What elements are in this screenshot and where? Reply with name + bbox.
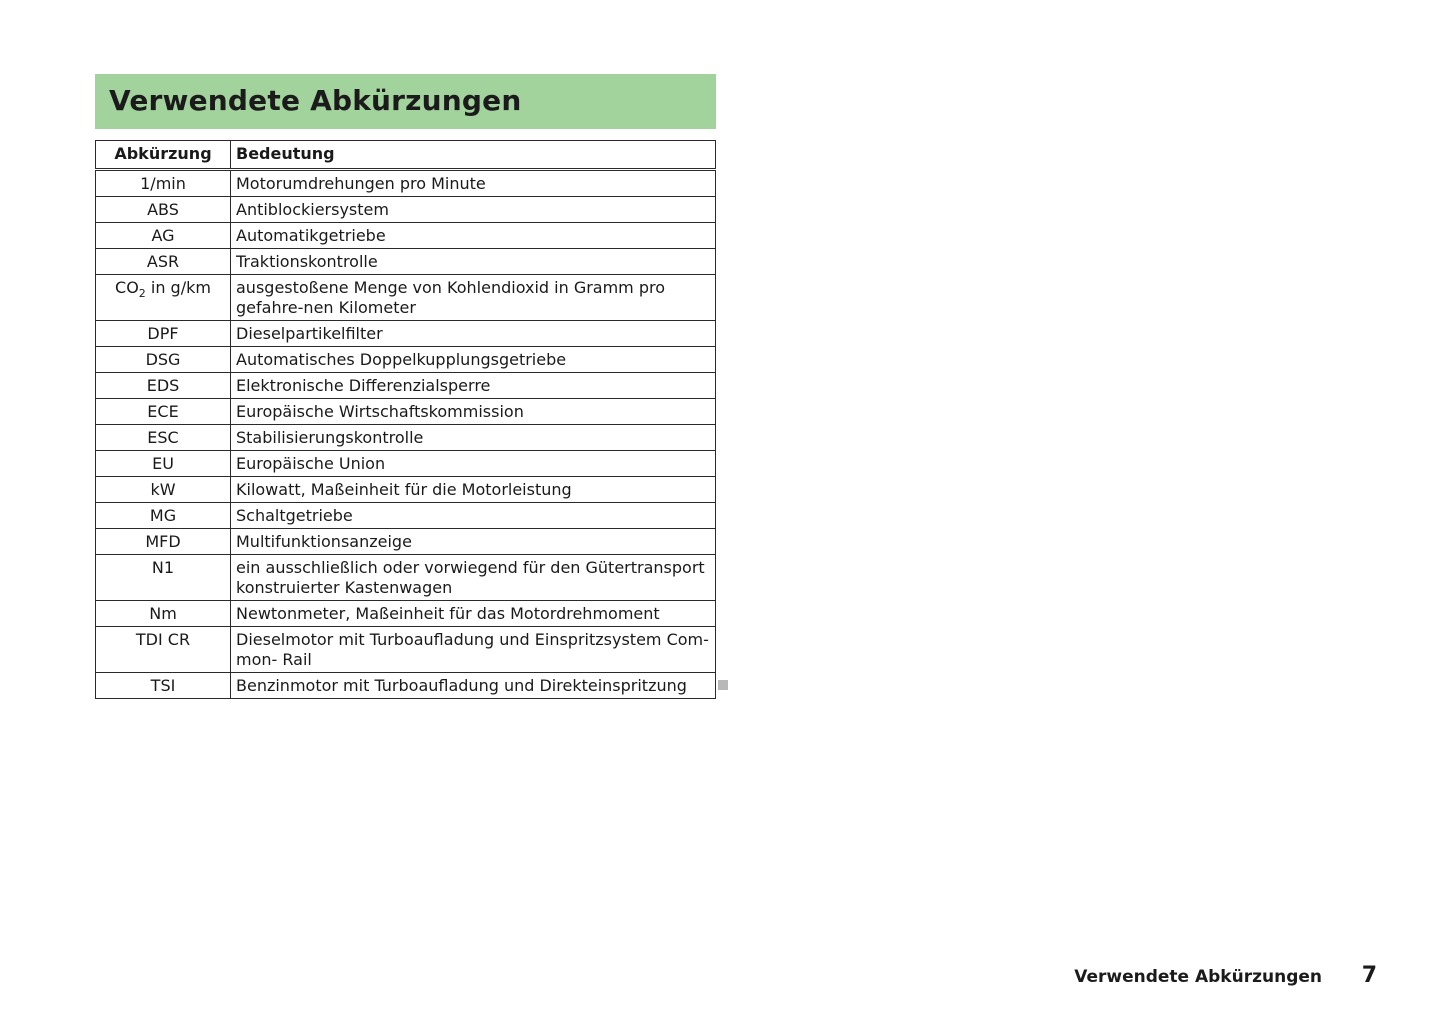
table-row <box>96 477 716 503</box>
abbreviation-cell: MG <box>96 503 231 529</box>
meaning-cell: Europäische Wirtschaftskommission <box>231 399 716 425</box>
table-row <box>96 275 716 321</box>
table-row <box>96 425 716 451</box>
table-row <box>96 347 716 373</box>
meaning-cell: Dieselmotor mit Turboaufladung und Einspritzsystem Com-mon- Rail <box>231 627 716 673</box>
table-row <box>96 321 716 347</box>
page-number: 7 <box>1361 963 1377 988</box>
meaning-cell: Automatisches Doppelkupplungsgetriebe <box>231 347 716 373</box>
meaning-cell: Multifunktionsanzeige <box>231 529 716 555</box>
table-row <box>96 673 716 699</box>
abbreviation-cell: ASR <box>96 249 231 275</box>
table-row <box>96 249 716 275</box>
table-row <box>96 170 716 197</box>
abbr-co-text: CO <box>115 278 139 297</box>
meaning-cell: Dieselpartikelfilter <box>231 321 716 347</box>
abbreviation-cell: 1/min <box>96 170 231 197</box>
meaning-cell: Automatikgetriebe <box>231 223 716 249</box>
abbreviation-cell: EDS <box>96 373 231 399</box>
abbreviation-cell: TSI <box>96 673 231 699</box>
page-footer <box>1074 963 1380 991</box>
abbreviation-cell: DSG <box>96 347 231 373</box>
table-header-row <box>96 141 716 170</box>
table-row <box>96 627 716 673</box>
abbreviation-cell: ECE <box>96 399 231 425</box>
header-meaning: Bedeutung <box>231 141 716 170</box>
table-row <box>96 451 716 477</box>
meaning-cell: ausgestoßene Menge von Kohlendioxid in Gramm pro gefahre-nen Kilometer <box>231 275 716 321</box>
header-abbreviation: Abkürzung <box>96 141 231 170</box>
table-row <box>96 529 716 555</box>
abbr-co-subscript: 2 <box>138 287 146 301</box>
table-row <box>96 399 716 425</box>
meaning-cell: Traktionskontrolle <box>231 249 716 275</box>
table-row <box>96 503 716 529</box>
abbreviation-cell: N1 <box>96 555 231 601</box>
abbreviations-table <box>95 140 716 699</box>
meaning-cell: Newtonmeter, Maßeinheit für das Motordrehmoment <box>231 601 716 627</box>
section-end-marker-icon <box>718 680 728 690</box>
meaning-cell: Stabilisierungskontrolle <box>231 425 716 451</box>
abbreviation-cell: DPF <box>96 321 231 347</box>
table-row <box>96 223 716 249</box>
abbreviation-cell: ABS <box>96 197 231 223</box>
abbreviation-cell: MFD <box>96 529 231 555</box>
meaning-cell: Kilowatt, Maßeinheit für die Motorleistung <box>231 477 716 503</box>
section-title: Verwendete Abkürzungen <box>109 84 522 117</box>
footer-section-title: Verwendete Abkürzungen <box>1074 967 1322 987</box>
abbr-co-unit: in g/km <box>145 278 211 297</box>
meaning-cell: Elektronische Differenzialsperre <box>231 373 716 399</box>
meaning-cell: Antiblockiersystem <box>231 197 716 223</box>
abbreviation-cell: Nm <box>96 601 231 627</box>
table-row <box>96 373 716 399</box>
meaning-cell: Schaltgetriebe <box>231 503 716 529</box>
abbreviation-cell: AG <box>96 223 231 249</box>
abbreviation-cell <box>96 275 231 321</box>
meaning-cell: Benzinmotor mit Turboaufladung und Direkteinspritzung <box>231 673 716 699</box>
table-row <box>96 197 716 223</box>
abbreviation-cell: TDI CR <box>96 627 231 673</box>
abbreviation-cell: kW <box>96 477 231 503</box>
meaning-cell: Motorumdrehungen pro Minute <box>231 170 716 197</box>
meaning-cell: Europäische Union <box>231 451 716 477</box>
table-row <box>96 555 716 601</box>
abbreviation-cell: EU <box>96 451 231 477</box>
abbreviation-cell: ESC <box>96 425 231 451</box>
table-row <box>96 601 716 627</box>
meaning-cell: ein ausschließlich oder vorwiegend für den Gütertransport konstruierter Kastenwagen <box>231 555 716 601</box>
section-banner <box>95 74 716 129</box>
